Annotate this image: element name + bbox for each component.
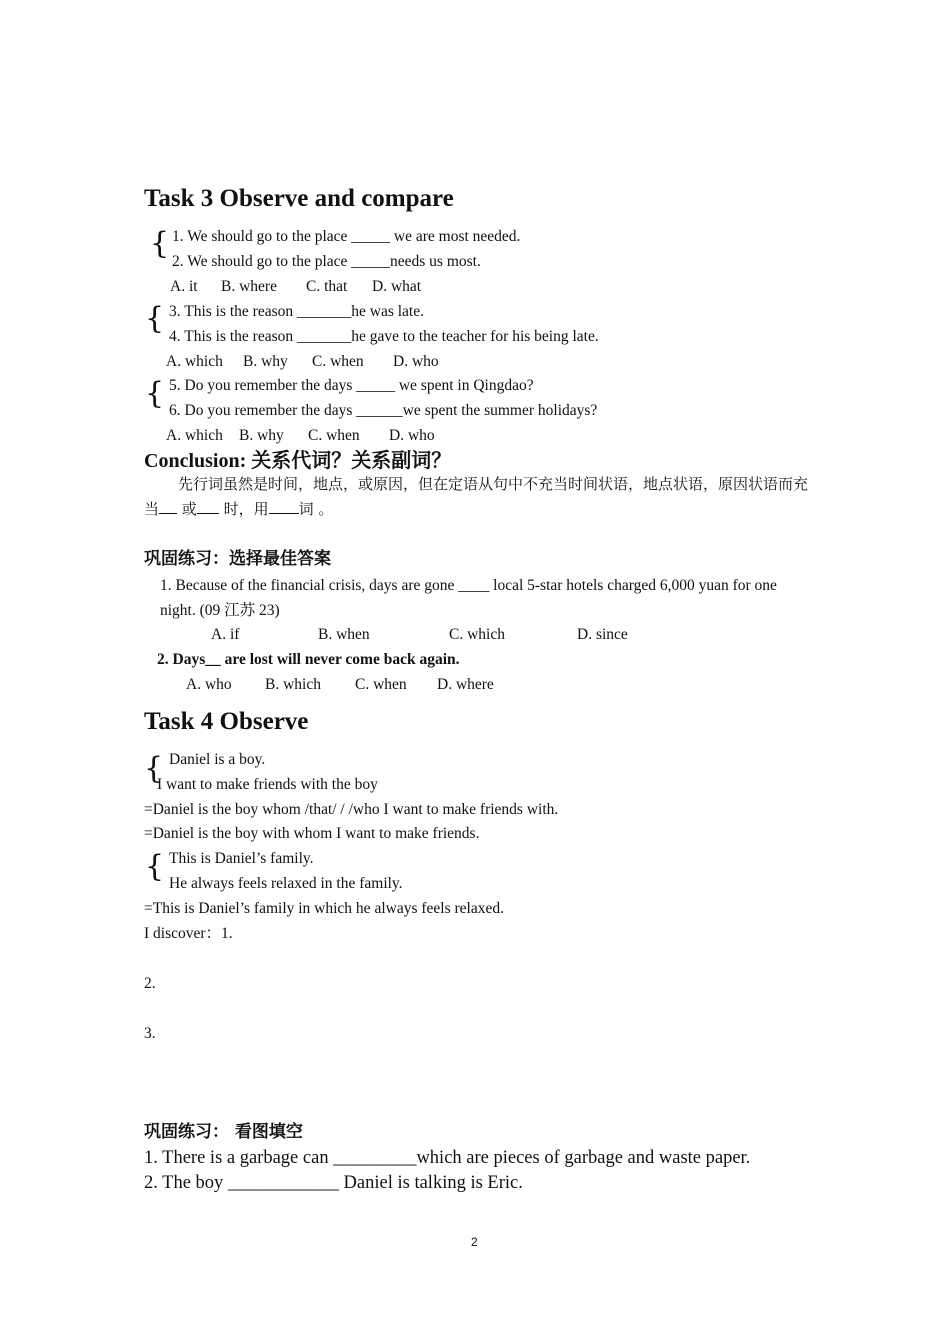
practice1-options-1 <box>211 625 628 645</box>
option-d: D. what <box>372 278 422 295</box>
option-b: B. when <box>318 626 370 643</box>
practice1-question-2: 2. Days__ are lost will never come back again. <box>157 651 460 668</box>
task4-example2-b: He always feels relaxed in the family. <box>169 875 403 892</box>
task4-title: Task 4 Observe <box>144 708 309 735</box>
blank <box>159 498 177 514</box>
option-d: D. where <box>437 676 494 693</box>
page-number: 2 <box>471 1235 478 1249</box>
option-b: B. which <box>265 676 321 693</box>
task3-title: Task 3 Observe and compare <box>144 185 454 212</box>
conclusion-title-cn: 关系代词？关系副词？ <box>251 448 452 472</box>
task3-sentence-1: 1. We should go to the place _____ we are most needed. <box>172 228 521 245</box>
option-c: C. when <box>308 427 360 444</box>
conclusion-title-en: Conclusion: <box>144 450 252 472</box>
task4-rewrite-1: =Daniel is the boy whom /that/ / /who I want to make friends with. <box>144 801 559 818</box>
option-a: A. it <box>170 278 198 295</box>
option-b: B. where <box>221 278 277 295</box>
blank <box>197 498 219 514</box>
task3-options-2 <box>166 352 439 372</box>
conclusion-body: 先行词虽然是时间，地点，或原因，但在定语从句中不充当时间状语，地点状语，原因状语而充当 或 时，用 词 。 <box>144 475 809 518</box>
option-a: A. who <box>186 676 232 693</box>
practice2-line-2: 2. The boy ____________ Daniel is talking is Eric. <box>144 1173 523 1193</box>
task4-rewrite-2: =Daniel is the boy with whom I want to make friends. <box>144 825 480 842</box>
task4-rewrite-3: =This is Daniel’s family in which he always feels relaxed. <box>144 900 504 917</box>
blank <box>269 498 299 514</box>
task3-options-1 <box>170 277 421 297</box>
task3-sentence-2: 2. We should go to the place _____needs us most. <box>172 253 481 270</box>
task3-sentence-5: 5. Do you remember the days _____ we spent in Qingdao? <box>169 377 534 394</box>
option-a: A. which <box>166 353 223 370</box>
option-d: D. who <box>393 353 439 370</box>
practice1-options-2 <box>186 675 494 695</box>
task4-discover: I discover：1. <box>144 925 233 942</box>
practice2-title: 巩固练习： 看图填空 <box>144 1122 303 1142</box>
brace-group2: { <box>145 301 165 336</box>
task4-example2-a: This is Daniel’s family. <box>169 850 314 867</box>
brace-example1: { <box>144 751 164 786</box>
option-d: D. since <box>577 626 628 643</box>
brace-group3: { <box>145 376 165 411</box>
option-c: C. when <box>312 353 364 370</box>
practice1-title: 巩固练习：选择最佳答案 <box>144 549 331 569</box>
task4-discover-3: 3. <box>144 1025 156 1042</box>
option-a: A. which <box>166 427 223 444</box>
task4-discover-2: 2. <box>144 975 156 992</box>
option-b: B. why <box>239 427 284 444</box>
brace-example2: { <box>145 849 165 884</box>
option-c: C. which <box>449 626 505 643</box>
brace-group1: { <box>150 226 170 261</box>
task3-options-3 <box>166 426 435 446</box>
conclusion-title <box>144 448 451 473</box>
task3-sentence-4: 4. This is the reason _______he gave to the teacher for his being late. <box>169 328 599 345</box>
practice1-question-1: 1. Because of the financial crisis, days are gone ____ local 5-star hotels charged 6,000 yuan for one night. (09 江苏 23) <box>160 577 777 619</box>
task3-sentence-6: 6. Do you remember the days ______we spent the summer holidays? <box>169 402 598 419</box>
option-c: C. when <box>355 676 407 693</box>
task4-example1-b: I want to make friends with the boy <box>157 776 378 793</box>
option-d: D. who <box>389 427 435 444</box>
practice2-line-1: 1. There is a garbage can _________which are pieces of garbage and waste paper. <box>144 1148 751 1168</box>
option-c: C. that <box>306 278 348 295</box>
task4-example1-a: Daniel is a boy. <box>169 751 266 768</box>
option-a: A. if <box>211 626 240 643</box>
option-b: B. why <box>243 353 288 370</box>
task3-sentence-3: 3. This is the reason _______he was late. <box>169 303 424 320</box>
